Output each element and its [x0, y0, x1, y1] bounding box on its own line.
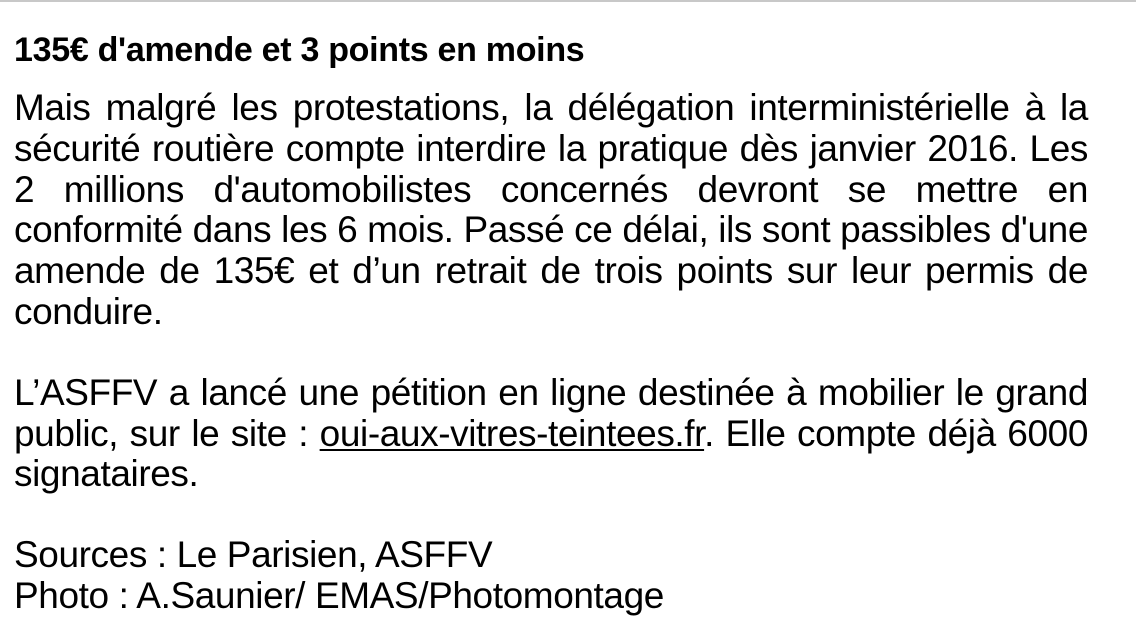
paragraph-petition	[14, 373, 1088, 495]
top-divider	[0, 0, 1136, 2]
article-body	[14, 28, 1088, 617]
petition-text: L’ASFFV a lancé une pétition en ligne destinée à mobilier le grand public, sur le site :	[14, 371, 1088, 454]
credits-block	[14, 535, 1088, 617]
article-heading: 135€ d'amende et 3 points en moins	[14, 31, 585, 69]
photo-credit-line: Photo : A.Saunier/ EMAS/Photomontage	[14, 574, 664, 616]
sources-line: Sources : Le Parisien, ASFFV	[14, 534, 493, 576]
petition-count-text: . Elle compte déjà 6000 signataires.	[14, 412, 1088, 495]
paragraph-penalty: Mais malgré les protestations, la délégation interministérielle à la sécurité routière compte interdire la pratique dès janvier 2016. Les 2 millions d'automobilistes concernés devront se mettre en conformité dans les 6 mois. Passé ce délai, ils sont passibles d'une amende de 135€ et d’un retrait de trois points sur leur permis de conduire.	[14, 87, 1088, 332]
petition-site-link[interactable]: oui-aux-vitres-teintees.fr	[319, 412, 705, 454]
